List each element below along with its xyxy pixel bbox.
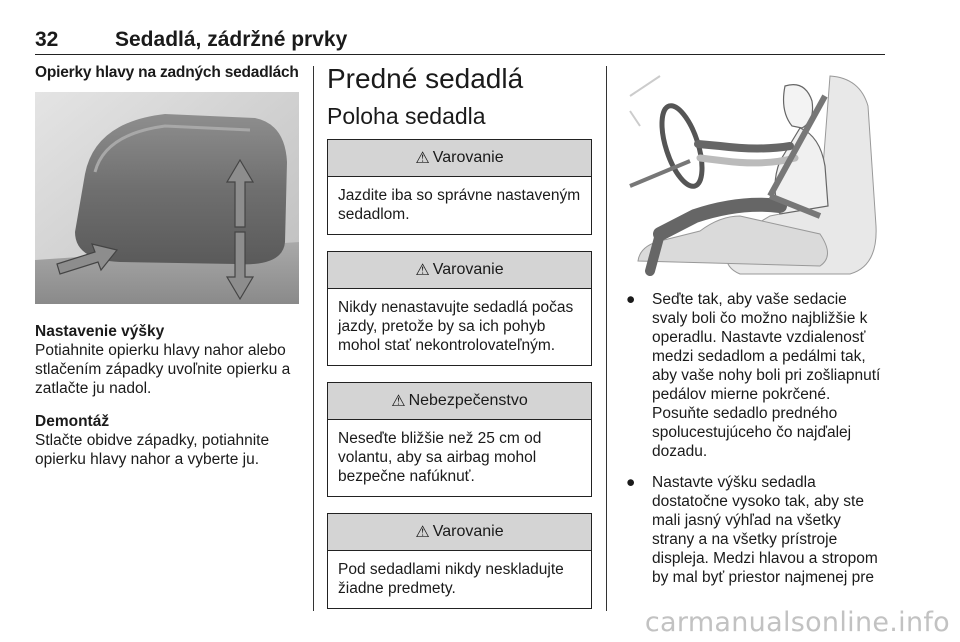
column-divider-right (606, 66, 607, 611)
list-item (620, 290, 886, 461)
danger-header (328, 383, 591, 420)
warning-title: Varovanie (432, 523, 504, 540)
warning-text: Nikdy nenastavujte sedadlá počas jazdy, pretože by sa ich pohyb mohol stať nekontrolovateľným. (338, 299, 574, 354)
warning-title: Varovanie (432, 149, 504, 166)
warning-triangle-icon: ⚠ (415, 524, 430, 541)
warning-box (327, 513, 592, 609)
danger-text: Neseďte bližšie než 25 cm od volantu, aby sa airbag mohol bezpečne nafúknuť. (338, 430, 542, 485)
danger-box (327, 382, 592, 497)
seat-position-illustration (620, 66, 884, 276)
warning-triangle-icon: ⚠ (391, 393, 406, 410)
warning-text: Pod sedadlami nikdy neskladujte žiadne predmety. (338, 561, 564, 597)
chapter-title: Sedadlá, zádržné prvky (115, 28, 348, 51)
warning-triangle-icon: ⚠ (415, 262, 430, 279)
warning-header (328, 514, 591, 551)
warning-header (328, 252, 591, 289)
danger-title: Nebezpečenstvo (408, 392, 528, 409)
page-number: 32 (35, 28, 59, 51)
driver-seat-position-illustration (620, 66, 884, 276)
watermark-text: carmanualsonline.info (644, 607, 950, 638)
warning-box (327, 139, 592, 235)
seat-position-subheading: Poloha sedadla (327, 103, 486, 129)
warning-header (328, 140, 591, 177)
instruction-text: Seďte tak, aby vaše sedacie svaly boli čo možno najbližšie k operadlu. Nastavte vzdialenosť medzi sedadlom a pedálmi tak, aby vaše nohy boli pri zošliapnutí pedálov mierne pokrčené. Posuňte sedadlo predného spolucestujúceho čo najďalej dozadu. (652, 291, 881, 460)
removal-title: Demontáž (35, 413, 110, 430)
column-divider-left (313, 66, 314, 611)
headrest-photo (35, 92, 299, 304)
page-header (35, 28, 885, 55)
seat-position-instructions (620, 290, 886, 587)
list-item (620, 473, 886, 587)
warning-box (327, 251, 592, 366)
warning-triangle-icon: ⚠ (415, 150, 430, 167)
warning-title: Varovanie (432, 261, 504, 278)
right-column (620, 66, 886, 599)
front-seats-heading: Predné sedadlá (327, 63, 524, 94)
warning-text: Jazdite iba so správne nastaveným sedadlom. (338, 187, 581, 223)
middle-column (327, 62, 592, 625)
headrest-adjustment-photo (35, 92, 299, 304)
height-adjustment-title: Nastavenie výšky (35, 323, 165, 340)
instruction-text: Nastavte výšku sedadla dostatočne vysoko tak, aby ste mali jasný výhľad na všetky strany a na všetky prístroje displeja. Medzi hlavou a stropom by mal byť priestor najmenej pre (652, 474, 878, 586)
bullet-icon: ● (626, 474, 636, 491)
bullet-icon: ● (626, 291, 636, 308)
removal-text: Stlačte obidve západky, potiahnite opierku hlavy nahor a vyberte ju. (35, 432, 270, 468)
height-adjustment-text: Potiahnite opierku hlavy nahor alebo stlačením západky uvoľnite opierku a zatlačte ju nadol. (35, 342, 291, 397)
left-column (35, 64, 299, 469)
section-title-rear-headrests: Opierky hlavy na zadných sedadlách (35, 64, 299, 81)
